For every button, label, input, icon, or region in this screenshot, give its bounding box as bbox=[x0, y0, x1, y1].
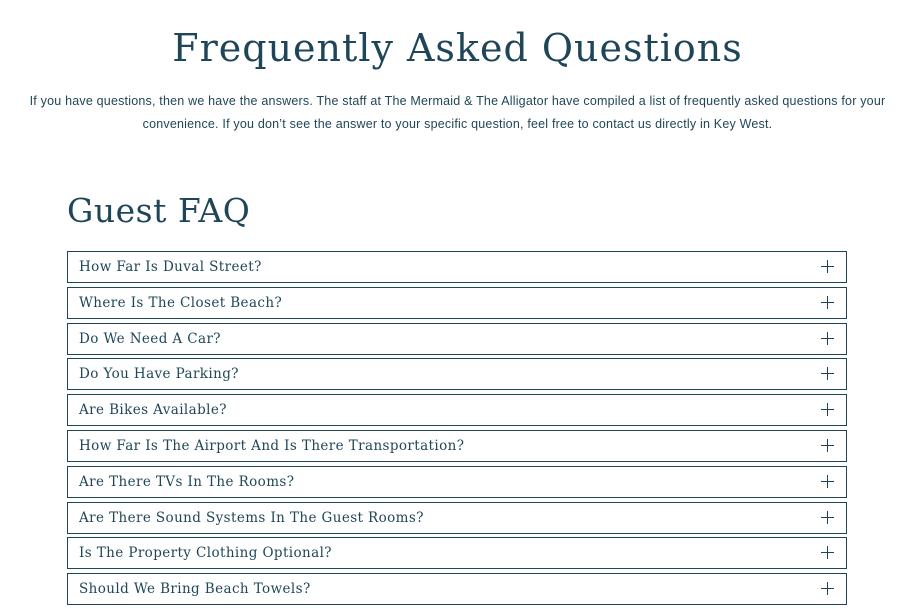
plus-icon[interactable] bbox=[821, 260, 834, 273]
plus-icon[interactable] bbox=[821, 296, 834, 309]
guest-faq-heading: Guest FAQ bbox=[67, 191, 251, 230]
faq-item-sound-systems[interactable] bbox=[67, 502, 847, 534]
plus-icon[interactable] bbox=[821, 332, 834, 345]
plus-icon[interactable] bbox=[821, 403, 834, 416]
faq-question: Do You Have Parking? bbox=[79, 366, 239, 383]
intro-text bbox=[12, 90, 903, 136]
plus-icon[interactable] bbox=[821, 582, 834, 595]
faq-item-closest-beach[interactable] bbox=[67, 287, 847, 319]
faq-question: Is The Property Clothing Optional? bbox=[79, 545, 332, 562]
plus-icon[interactable] bbox=[821, 367, 834, 380]
faq-question: Where Is The Closet Beach? bbox=[79, 294, 283, 311]
intro-line-2: convenience. If you don’t see the answer to your specific question, feel free to contact us directly in Key West. bbox=[142, 117, 773, 131]
faq-question: How Far Is Duval Street? bbox=[79, 259, 262, 275]
faq-item-bikes[interactable] bbox=[67, 394, 847, 426]
plus-icon[interactable] bbox=[821, 439, 834, 452]
faq-question: How Far Is The Airport And Is There Transportation? bbox=[79, 437, 465, 454]
faq-question: Are Bikes Available? bbox=[79, 402, 227, 419]
faq-question: Are There TVs In The Rooms? bbox=[79, 473, 295, 490]
faq-question: Should We Bring Beach Towels? bbox=[79, 581, 311, 598]
faq-item-clothing-optional[interactable] bbox=[67, 537, 847, 569]
faq-list bbox=[67, 251, 847, 609]
faq-item-duval-street[interactable] bbox=[67, 251, 847, 283]
faq-item-parking[interactable] bbox=[67, 358, 847, 390]
faq-item-need-car[interactable] bbox=[67, 323, 847, 355]
faq-item-airport[interactable] bbox=[67, 430, 847, 462]
page-title: Frequently Asked Questions bbox=[172, 26, 743, 70]
plus-icon[interactable] bbox=[821, 475, 834, 488]
intro-line-1: If you have questions, then we have the answers. The staff at The Mermaid & The Alligator have compiled a list of frequently asked questions for your bbox=[29, 94, 886, 108]
plus-icon[interactable] bbox=[821, 546, 834, 559]
faq-item-tvs[interactable] bbox=[67, 466, 847, 498]
faq-question: Do We Need A Car? bbox=[79, 330, 221, 347]
faq-item-beach-towels[interactable] bbox=[67, 573, 847, 605]
faq-question: Are There Sound Systems In The Guest Rooms? bbox=[79, 509, 424, 526]
plus-icon[interactable] bbox=[821, 511, 834, 524]
